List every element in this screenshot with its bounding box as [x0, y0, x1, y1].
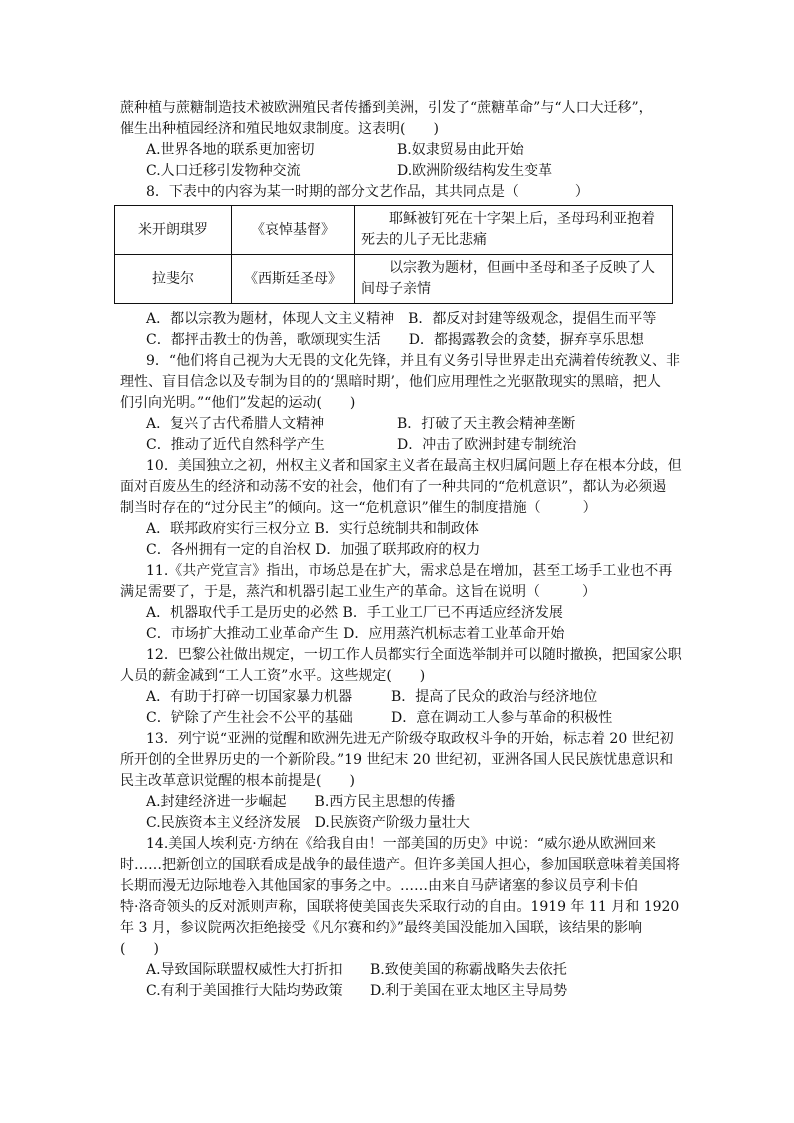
- q13-options-ab: A.封建经济进一步崛起 B.西方民主思想的传播: [146, 794, 456, 810]
- q11-stem-line-1: 11.《共产党宣言》指出，市场总是在扩大，需求总是在增加，甚至工场手工业也不再: [146, 563, 673, 579]
- artist-cell: 米开朗琪罗: [115, 206, 232, 255]
- q10-stem-line-1: 10．美国独立之初，州权主义者和国家主义者在最高主权归属问题上存在根本分歧，但: [146, 458, 682, 474]
- q9-stem-line-3: 们引向光明。”“他们”发起的运动( ): [120, 395, 356, 411]
- q14-stem-line-6: ( ): [120, 941, 159, 957]
- q14-stem-line-1: 14.美国人埃利克·方纳在《给我自由！一部美国的历史》中说：“威尔逊从欧洲回来: [146, 836, 656, 852]
- q7-option-b: B.奴隶贸易由此开始: [397, 142, 524, 158]
- q11-options-cd: C．市场扩大推动工业革命产生 D．应用蒸汽机标志着工业革命开始: [146, 626, 565, 642]
- q12-stem-line-1: 12．巴黎公社做出规定，一切工作人员都实行全面选举制并可以随时撤换，把国家公职: [146, 647, 682, 663]
- work-cell: 《哀悼基督》: [232, 206, 355, 255]
- q10-options-ab: A．联邦政府实行三权分立 B．实行总统制共和制政体: [146, 521, 479, 537]
- q13-stem-line-1: 13．列宁说“亚洲的觉醒和欧洲先进无产阶级夺取政权斗争的开始，标志着 20 世纪初: [146, 731, 674, 747]
- q14-stem-line-3: 长期而漫无边际地卷入其他国家的事务之中。……由来自马萨诸塞的参议员亨利卡伯: [120, 878, 638, 894]
- q14-option-b: B.致使美国的称霸战略失去依托: [370, 962, 567, 978]
- q9-option-b: B．打破了天主教会精神垄断: [397, 416, 576, 432]
- q12-option-a: A．有助于打碎一切国家暴力机器: [146, 689, 353, 705]
- q12-option-c: C．铲除了产生社会不公平的基础: [146, 710, 353, 726]
- q14-option-c: C.有利于美国推行大陆均势政策: [146, 983, 343, 999]
- q14-stem-line-5: 年 3 月，参议院两次拒绝接受《凡尔赛和约》”最终美国没能加入国联，该结果的影响: [120, 920, 642, 936]
- q9-option-c: C．推动了近代自然科学产生: [146, 437, 325, 453]
- table-row: [115, 206, 673, 255]
- description-cell: 耶稣被钉死在十字架上后，圣母玛利亚抱着死去的儿子无比悲痛: [355, 206, 673, 255]
- q9-stem-line-2: 理性、盲目信念以及专制为目的的‘黑暗时期’，他们应用理性之光驱散现实的黑暗，把人: [120, 374, 661, 390]
- q8-stem: 8．下表中的内容为某一时期的部分文艺作品，其共同点是（ ）: [146, 184, 589, 200]
- q11-stem-line-2: 满足需要了，于是，蒸汽和机器引起工业生产的革命。这旨在说明（ ）: [120, 584, 596, 600]
- q12-option-d: D．意在调动工人参与革命的积极性: [391, 710, 613, 726]
- q7-stem-line-2: 催生出种植园经济和殖民地奴隶制度。这表明( ): [120, 121, 439, 137]
- q10-stem-line-3: 制当时存在的“过分民主”的倾向。这一“危机意识”催生的制度措施（ ）: [120, 500, 597, 516]
- q7-option-a: A.世界各地的联系更加密切: [146, 142, 315, 158]
- q7-option-c: C.人口迁移引发物种交流: [146, 163, 301, 179]
- description-cell: 以宗教为题材，但画中圣母和圣子反映了人间母子亲情: [355, 255, 673, 304]
- q9-option-a: A．复兴了古代希腊人文精神: [146, 416, 325, 432]
- q13-options-cd: C.民族资本主义经济发展 D.民族资产阶级力量壮大: [146, 815, 470, 831]
- q9-stem-line-1: 9．“他们将自己视为大无畏的文化先锋，并且有义务引导世界走出充满着传统教义、非: [146, 353, 681, 369]
- q12-option-b: B．提高了民众的政治与经济地位: [391, 689, 598, 705]
- work-cell: 《西斯廷圣母》: [232, 255, 355, 304]
- q8-artwork-table: [114, 205, 673, 304]
- q10-stem-line-2: 面对百废丛生的经济和动荡不安的社会，他们有了一种共同的“危机意识”，都认为必须遏: [120, 479, 667, 495]
- q13-stem-line-2: 所开创的全世界历史的一个新阶段。”19 世纪末 20 世纪初，亚洲各国人民民族忧患意识和: [120, 752, 674, 768]
- q14-option-d: D.利于美国在亚太地区主导局势: [370, 983, 568, 999]
- q9-option-d: D．冲击了欧洲封建专制统治: [397, 437, 577, 453]
- q8-options-ab: A．都以宗教为题材，体现人文主义精神 B．都反对封建等级观念，提倡生而平等: [146, 311, 657, 327]
- q7-option-d: D.欧洲阶级结构发生变革: [397, 163, 553, 179]
- table-row: [115, 255, 673, 304]
- q10-options-cd: C．各州拥有一定的自治权 D．加强了联邦政府的权力: [146, 542, 481, 558]
- q8-options-cd: C．都抨击教士的伪善，歌颂现实生活 D．都揭露教会的贪婪，摒弃享乐思想: [146, 332, 644, 348]
- q14-stem-line-2: 时……把新创立的国联看成是战争的最佳遗产。但许多美国人担心，参加国联意味着美国将: [120, 857, 680, 873]
- q14-option-a: A.导致国际联盟权威性大打折扣: [146, 962, 343, 978]
- artist-cell: 拉斐尔: [115, 255, 232, 304]
- q14-stem-line-4: 特·洛奇领头的反对派则声称，国联将使美国丧失采取行动的自由。1919 年 11 月和 1920: [120, 899, 680, 915]
- q7-stem-line-1: 蔗种植与蔗糖制造技术被欧洲殖民者传播到美洲，引发了“蔗糖革命”与“人口大迁移”，: [120, 100, 653, 116]
- q13-stem-line-3: 民主改革意识觉醒的根本前提是( ): [120, 773, 355, 789]
- q12-stem-line-2: 人员的薪金减到“工人工资”水平。这些规定( ): [120, 668, 426, 684]
- q11-options-ab: A．机器取代手工是历史的必然 B．手工业工厂已不再适应经济发展: [146, 605, 563, 621]
